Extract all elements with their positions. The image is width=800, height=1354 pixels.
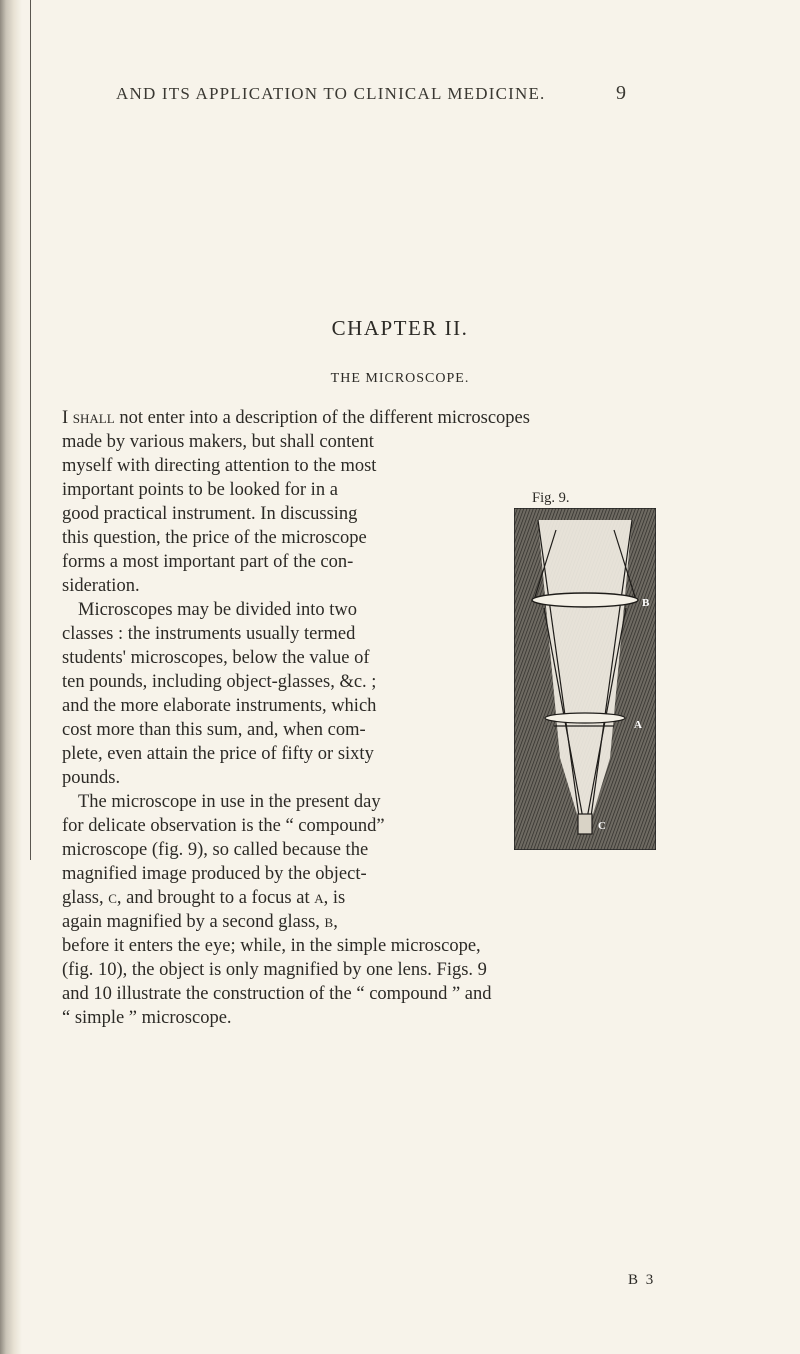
running-head: AND ITS APPLICATION TO CLINICAL MEDICINE. <box>116 84 546 103</box>
paragraph-line: before it enters the eye; while, in the simple microscope, <box>62 936 481 956</box>
object-glass <box>578 814 592 834</box>
letter-a: a <box>314 888 324 908</box>
paragraph-line: magnified image produced by the object- <box>62 864 367 884</box>
eyepiece-lens <box>532 593 638 607</box>
paragraph-line: for delicate observation is the “ compound” <box>62 816 385 836</box>
line-text: glass, <box>62 888 104 908</box>
letter-a-label: A <box>634 719 642 731</box>
paragraph-line: cost more than this sum, and, when com- <box>62 720 366 740</box>
paragraph-line: pounds. <box>62 768 121 788</box>
line-text: not enter into a description of the different microscopes <box>119 408 530 428</box>
paragraph-line: plete, even attain the price of fifty or sixty <box>62 744 374 764</box>
gutter-line <box>30 0 31 860</box>
paragraph-line: sideration. <box>62 576 140 596</box>
letter-b-label: B <box>642 597 650 609</box>
letter-c: c <box>108 888 117 908</box>
line-text: , is <box>323 888 346 908</box>
paragraph-line: forms a most important part of the con- <box>62 552 354 572</box>
paragraph-line: classes : the instruments usually termed <box>62 624 356 644</box>
page-number: 9 <box>616 82 626 104</box>
line-text: , and brought to a focus at <box>116 888 310 908</box>
line-text: again magnified by a second glass, <box>62 912 320 932</box>
paragraph-line: important points to be looked for in a <box>62 480 338 500</box>
section-title: THE MICROSCOPE. <box>330 371 470 386</box>
line-text: , <box>333 912 338 932</box>
opening-words: I shall <box>62 408 115 428</box>
paragraph-line <box>62 910 338 934</box>
paragraph-line: and the more elaborate instruments, which <box>62 696 377 716</box>
paragraph-line: students' microscopes, below the value of <box>62 648 370 668</box>
paragraph-line: microscope (fig. 9), so called because the <box>62 840 369 860</box>
letter-c-label: C <box>598 820 606 832</box>
book-spine-shadow <box>0 0 22 1354</box>
image-plane <box>545 713 625 723</box>
signature-mark: B 3 <box>628 1272 656 1288</box>
chapter-title: CHAPTER II. <box>331 316 469 340</box>
paragraph-line <box>62 886 345 910</box>
paragraph-line: ten pounds, including object-glasses, &c. ; <box>62 672 377 692</box>
paragraph-line: and 10 illustrate the construction of the “ compound ” and <box>62 984 492 1004</box>
paragraph-line <box>62 406 530 430</box>
paragraph-line: myself with directing attention to the most <box>62 456 377 476</box>
figure-label: Fig. 9. <box>532 490 570 506</box>
microscope-diagram <box>514 508 656 850</box>
letter-b: b <box>324 912 334 932</box>
paragraph-line: The microscope in use in the present day <box>78 792 381 812</box>
paragraph-line: Microscopes may be divided into two <box>78 600 357 620</box>
paragraph-line: made by various makers, but shall content <box>62 432 374 452</box>
paragraph-line: (fig. 10), the object is only magnified by one lens. Figs. 9 <box>62 960 487 980</box>
paragraph-line: good practical instrument. In discussing <box>62 504 358 524</box>
paragraph-line: this question, the price of the microscope <box>62 528 367 548</box>
paragraph-line: “ simple ” microscope. <box>62 1008 232 1028</box>
